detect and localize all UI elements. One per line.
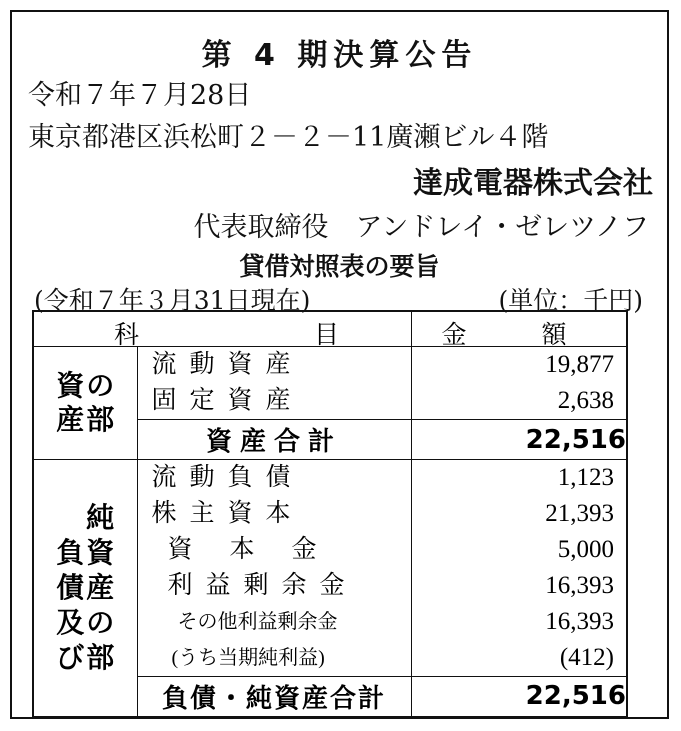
notice-date: 令和７年７月28日 [28,80,252,111]
table-row-value: 16,393 [545,572,614,599]
subject-header [33,311,411,347]
liabilities-items [137,460,411,677]
company-name: 達成電器株式会社 [413,166,653,201]
liabilities-section-label: 純 負 資 債 産 及 の び 部 [33,460,137,717]
table-row-value: 1,123 [557,464,614,491]
table-row-value: (412) [559,644,614,671]
table-row-value: 2,638 [557,387,614,414]
liabilities-total-label: 負債・純資産合計 [137,677,411,717]
unit-label: (単位：千円) [498,286,643,315]
amount-header-char-2: 額 [541,322,567,349]
subject-header-char-2: 目 [314,322,340,349]
table-row-label: 流動資産 [151,351,304,378]
notice-title: 第 4 期決算公告 [201,38,478,73]
balance-sheet-table [32,310,628,718]
table-row-label: 流動負債 [151,464,304,491]
balance-sheet-title: 貸借対照表の要旨 [239,252,440,281]
table-row-label: 利益剰余金 [167,572,358,599]
table-row-label: 株主資本 [151,500,304,527]
table-header-row [33,311,627,347]
assets-amounts [411,347,627,420]
subject-header-char-1: 科 [114,322,140,349]
table-row-label: (うち当期純利益) [171,647,325,669]
liabilities-total-value: 22,516 [411,677,627,717]
liabilities-amounts [411,460,627,677]
amount-header-char-1: 金 [441,322,467,349]
table-row-value: 21,393 [545,500,614,527]
representative: 代表取締役 アンドレイ・ゼレツノフ [193,212,649,243]
table-row-label: その他利益剰余金 [177,611,338,633]
table-row-value: 19,877 [545,351,614,378]
table-row-label: 資 本 金 [167,536,323,563]
assets-items [137,347,411,420]
assets-section-label: 資 の 産 部 [33,347,137,460]
table-row-label: 固定資産 [151,387,304,414]
table-row-value: 16,393 [545,608,614,635]
company-address: 東京都港区浜松町２－２－11廣瀬ビル４階 [28,122,549,153]
as-of-date: (令和７年３月31日現在) [34,286,311,315]
assets-total-value: 22,516 [411,420,627,460]
table-row-value: 5,000 [557,536,614,563]
amount-header [411,311,627,347]
assets-total-label: 資産合計 [137,420,411,460]
